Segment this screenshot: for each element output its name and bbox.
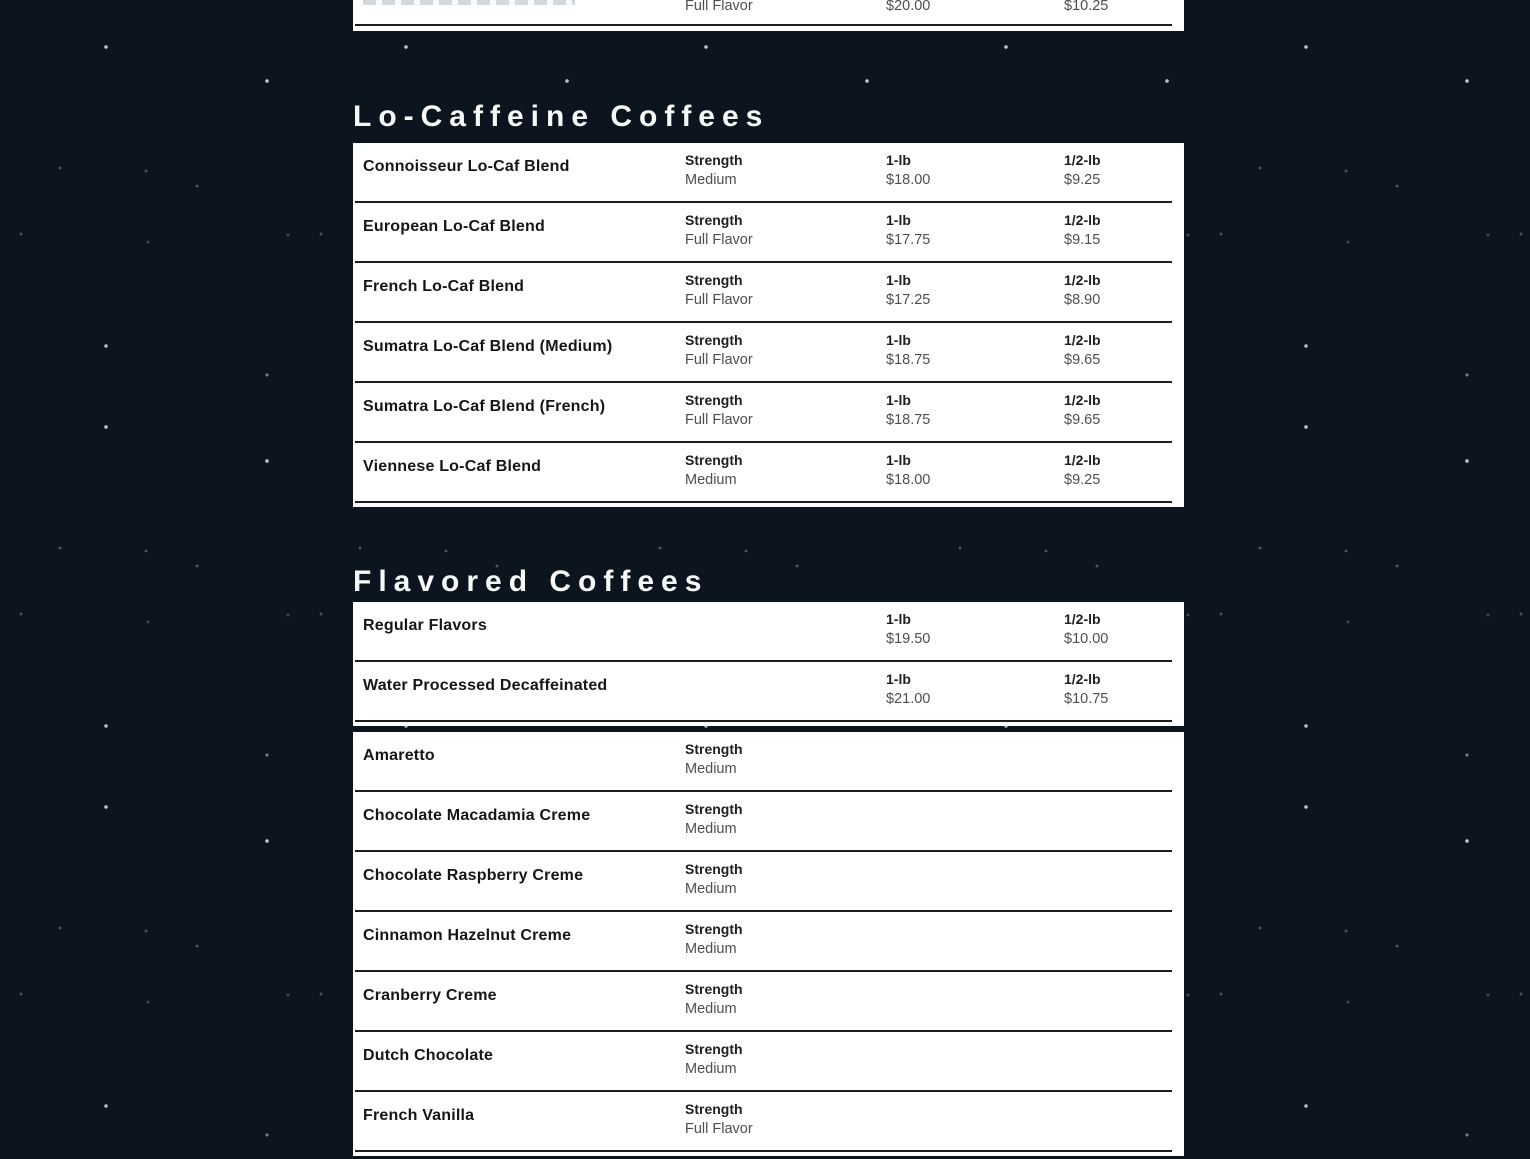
product-name: Sumatra Lo-Caf Blend (Medium) — [363, 338, 613, 355]
menu-content — [353, 0, 1184, 1156]
price-1lb-label: 1-lb — [886, 392, 911, 408]
price-halflb-label: 1/2-lb — [1064, 332, 1101, 348]
strength-value: Medium — [685, 761, 737, 777]
strength-label-cell — [685, 263, 753, 311]
menu-row — [353, 443, 1184, 503]
menu-row — [353, 602, 1184, 662]
strength-label: Strength — [685, 861, 743, 877]
strength-label: Strength — [685, 921, 743, 937]
strength-value: Full Flavor — [685, 1121, 753, 1137]
strength-label-cell — [685, 852, 743, 900]
price-halflb-label: 1/2-lb — [1064, 671, 1101, 687]
menu-table — [353, 143, 1184, 507]
price-halflb-label: 1/2-lb — [1064, 152, 1101, 168]
product-name: Amaretto — [363, 747, 435, 764]
price-1lb-label-cell — [886, 203, 930, 251]
price-halflb-label-cell — [1064, 143, 1101, 191]
menu-row — [353, 263, 1184, 323]
price-1lb-value: $20.00 — [886, 0, 931, 14]
menu-row-partial — [353, 0, 1184, 31]
price-halflb-label-cell — [1064, 203, 1101, 251]
strength-label-cell — [685, 443, 743, 491]
product-name: Regular Flavors — [363, 617, 487, 634]
price-halflb-label-cell — [1064, 662, 1108, 710]
strength-label-cell — [685, 323, 753, 371]
price-halflb-value: $9.15 — [1064, 232, 1101, 248]
menu-table — [353, 732, 1184, 1156]
strength-label-cell — [685, 792, 743, 840]
product-name: Cinnamon Hazelnut Creme — [363, 927, 572, 944]
strength-label: Strength — [685, 272, 743, 288]
strength-label-cell — [685, 203, 753, 251]
menu-row — [353, 323, 1184, 383]
product-name: European Lo-Caf Blend — [363, 218, 545, 235]
price-1lb-label-cell — [886, 323, 930, 371]
product-name: Connoisseur Lo-Caf Blend — [363, 158, 570, 175]
menu-row — [353, 732, 1184, 792]
price-halflb-value: $10.00 — [1064, 631, 1109, 647]
strength-label: Strength — [685, 392, 743, 408]
price-1lb-label: 1-lb — [886, 671, 911, 687]
strength-label-cell — [685, 972, 743, 1020]
menu-row — [353, 662, 1184, 722]
strength-value: Medium — [685, 941, 737, 957]
price-halflb-value: $9.65 — [1064, 412, 1101, 428]
price-halflb-label: 1/2-lb — [1064, 452, 1101, 468]
row-separator — [355, 501, 1172, 503]
strength-label: Strength — [685, 1041, 743, 1057]
price-1lb-value: $18.75 — [886, 412, 931, 428]
price-halflb-value: $10.25 — [1064, 0, 1109, 14]
strength-value: Full Flavor — [685, 352, 753, 368]
strength-label-cell — [685, 383, 753, 431]
price-1lb-label-cell — [886, 662, 930, 710]
strength-value: Full Flavor — [685, 412, 753, 428]
strength-label: Strength — [685, 212, 743, 228]
strength-label: Strength — [685, 1101, 743, 1117]
menu-row — [353, 972, 1184, 1032]
strength-label-cell — [685, 732, 743, 780]
product-name: Sumatra Lo-Caf Blend (French) — [363, 398, 606, 415]
price-halflb-label: 1/2-lb — [1064, 392, 1101, 408]
strength-value: Full Flavor — [685, 292, 753, 308]
price-1lb-value: $17.75 — [886, 232, 931, 248]
price-1lb-value: $17.25 — [886, 292, 931, 308]
price-halflb-label-cell — [1064, 443, 1101, 491]
menu-row — [353, 1092, 1184, 1152]
price-halflb-label-cell — [1064, 263, 1101, 311]
price-1lb-value: $18.00 — [886, 472, 931, 488]
strength-label-cell — [685, 912, 743, 960]
menu-table — [353, 602, 1184, 726]
menu-row — [353, 143, 1184, 203]
menu-row — [353, 383, 1184, 443]
price-halflb-label-cell — [1064, 323, 1101, 371]
menu-row — [353, 852, 1184, 912]
price-halflb-value: $9.25 — [1064, 172, 1101, 188]
product-name: Water Processed Decaffeinated — [363, 677, 608, 694]
price-1lb-value: $18.00 — [886, 172, 931, 188]
price-halflb-label-cell — [1064, 383, 1101, 431]
price-halflb-value: $10.75 — [1064, 691, 1109, 707]
sections — [353, 97, 1184, 1156]
strength-value: Medium — [685, 172, 737, 188]
product-name: Viennese Lo-Caf Blend — [363, 458, 542, 475]
price-halflb-value: $9.25 — [1064, 472, 1101, 488]
strength-label: Strength — [685, 332, 743, 348]
strength-label-cell — [685, 1092, 753, 1140]
strength-label-cell — [685, 143, 743, 191]
strength-value: Medium — [685, 472, 737, 488]
menu-row — [353, 912, 1184, 972]
price-1lb-label: 1-lb — [886, 332, 911, 348]
price-1lb-label: 1-lb — [886, 212, 911, 228]
price-1lb-label-cell — [886, 143, 930, 191]
section-title: Lo-Caffeine Coffees — [353, 100, 770, 133]
price-1lb-label-cell — [886, 602, 930, 650]
menu-table-partial — [353, 0, 1184, 31]
price-1lb-value: $21.00 — [886, 691, 931, 707]
strength-label: Strength — [685, 452, 743, 468]
strength-label: Strength — [685, 741, 743, 757]
price-1lb-label-cell — [886, 263, 930, 311]
strength-label: Strength — [685, 801, 743, 817]
strength-value: Full Flavor — [685, 0, 753, 14]
strength-value: Medium — [685, 821, 737, 837]
price-1lb-value: $18.75 — [886, 352, 931, 368]
price-halflb-label: 1/2-lb — [1064, 212, 1101, 228]
price-1lb-label-cell — [886, 443, 930, 491]
cut-off-product-name — [363, 0, 575, 5]
price-1lb-label: 1-lb — [886, 611, 911, 627]
price-1lb-label: 1-lb — [886, 272, 911, 288]
price-1lb-label: 1-lb — [886, 452, 911, 468]
row-separator — [355, 1150, 1172, 1152]
row-separator — [355, 720, 1172, 722]
product-name: Dutch Chocolate — [363, 1047, 494, 1064]
price-halflb-label: 1/2-lb — [1064, 272, 1101, 288]
menu-row — [353, 792, 1184, 852]
menu-row — [353, 203, 1184, 263]
strength-value: Medium — [685, 881, 737, 897]
strength-label-cell — [685, 1032, 743, 1080]
price-halflb-value: $9.65 — [1064, 352, 1101, 368]
strength-label: Strength — [685, 981, 743, 997]
price-halflb-value: $8.90 — [1064, 292, 1101, 308]
section-title: Flavored Coffees — [353, 565, 709, 598]
strength-label: Strength — [685, 152, 743, 168]
product-name: Chocolate Raspberry Creme — [363, 867, 584, 884]
menu-row — [353, 1032, 1184, 1092]
product-name: French Vanilla — [363, 1107, 475, 1124]
row-separator — [355, 24, 1172, 26]
price-1lb-value: $19.50 — [886, 631, 931, 647]
price-1lb-label-cell — [886, 383, 930, 431]
price-halflb-label: 1/2-lb — [1064, 611, 1101, 627]
price-halflb-label-cell — [1064, 602, 1108, 650]
strength-value: Medium — [685, 1001, 737, 1017]
product-name: Chocolate Macadamia Creme — [363, 807, 591, 824]
strength-value: Full Flavor — [685, 232, 753, 248]
strength-value: Medium — [685, 1061, 737, 1077]
product-name: Cranberry Creme — [363, 987, 497, 1004]
price-1lb-label: 1-lb — [886, 152, 911, 168]
product-name: French Lo-Caf Blend — [363, 278, 525, 295]
